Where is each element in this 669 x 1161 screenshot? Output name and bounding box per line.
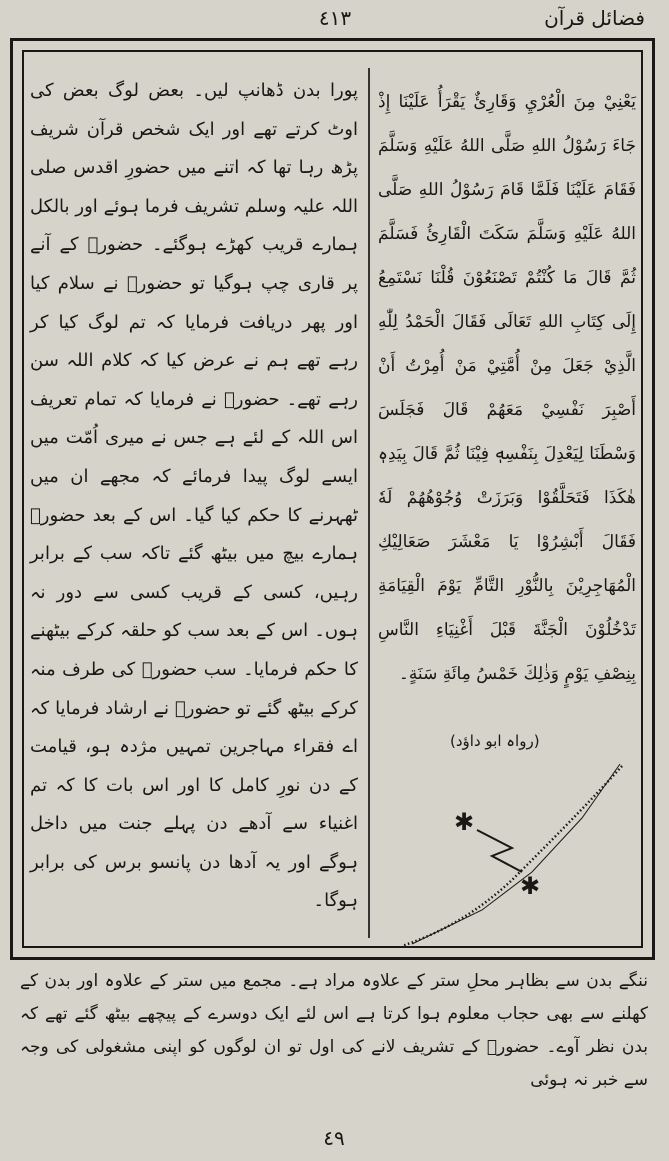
header-page-number: ٤١٣: [318, 6, 352, 30]
decorative-ornament: [382, 760, 632, 950]
arabic-hadith-text: يَعْنِيْ مِنَ الْعُرْيِ وَقَارِئٌ يَقْرَأُ عَلَيْنَا إِذْ جَاءَ رَسُوْلُ اللهِ صَلَّى اللهُ عَلَيْهِ وَسَلَّمَ فَقَامَ عَلَيْنَا فَلَمَّا قَامَ رَسُوْلُ اللهِ صَلَّى اللهُ عَلَيْهِ وَسَلَّمَ سَكَتَ الْقَارِئُ فَسَلَّمَ ثُمَّ قَالَ مَا كُنْتُمْ تَصْنَعُوْنَ قُلْنَا نَسْتَمِعُ إِلَى كِتَابِ اللهِ تَعَالَى فَقَالَ الْحَمْدُ لِلّٰهِ الَّذِيْ جَعَلَ مِنْ أُمَّتِيْ مَنْ أُمِرْتُ أَنْ أَصْبِرَ نَفْسِيْ مَعَهُمْ قَالَ فَجَلَسَ وَسْطَنَا لِيَعْدِلَ بِنَفْسِهٖ فِيْنَا ثُمَّ قَالَ بِيَدِهٖ هٰكَذَا فَتَحَلَّقُوْا وَبَرَزَتْ وُجُوْهُهُمْ لَهٗ فَقَالَ أَبْشِرُوْا يَا مَعْشَرَ صَعَالِيْكِ الْمُهَاجِرِيْنَ بِالنُّوْرِ التَّامِّ يَوْمَ الْقِيَامَةِ تَدْخُلُوْنَ الْجَنَّةَ قَبْلَ أَغْنِيَاءِ النَّاسِ بِنِصْفِ يَوْمٍ وَذٰلِكَ خَمْسُ مِائَةِ سَنَةٍ۔: [378, 92, 636, 684]
footnote-text: ننگے بدن سے بظاہر محلِ ستر کے علاوہ مراد ہے۔ مجمع میں ستر کے علاوہ اور بدن کے کھلنے سے بھی حجاب معلوم ہوا کرتا ہے اس لئے ایک دوسرے کے پیچھے بیٹھ گئے تھے کہ بدن نظر آوے۔ حضورؐ کے تشریف لانے کی اول تو ان لوگوں کو اپنی مشغولی کی وجہ سے خبر نہ ہوئی: [20, 971, 648, 1090]
footnote: [20, 965, 648, 1097]
urdu-translation-text: پورا بدن ڈھانپ لیں۔ بعض لوگ بعض کی اوٹ کرتے تھے اور ایک شخص قرآن شریف پڑھ رہا تھا کہ اتنے میں حضورِ اقدس صلی اللہ علیہ وسلم تشریف فرما ہوئے اور بالکل ہمارے قریب کھڑے ہوگئے۔ حضورؐ کے آنے پر قاری چپ ہوگیا تو حضورؐ نے سلام کیا اور پھر دریافت فرمایا کہ تم لوگ کیا کر رہے تھے ہم نے عرض کیا کہ کلام اللہ سن رہے تھے۔ حضورؐ نے فرمایا کہ تمام تعریف اس اللہ کے لئے ہے جس نے میری اُمّت میں ایسے لوگ پیدا فرمائے کہ مجھے ان میں ٹھہرنے کا حکم کیا گیا۔ اس کے بعد حضورؐ ہمارے بیچ میں بیٹھ گئے تاکہ سب کے برابر رہیں، کسی کے قریب کسی سے دور نہ ہوں۔ اس کے بعد سب کو حلقہ کرکے بیٹھنے کا حکم فرمایا۔ سب حضورؐ کی طرف منہ کرکے بیٹھ گئے تو حضورؐ نے ارشاد فرمایا کہ اے فقراء مہاجرین تمہیں مژدہ ہو، قیامت کے دن نورِ کامل کا اور اس بات کا کہ تم اغنیاء سے آدھے دن پہلے جنت میں داخل ہوگے اور یہ آدھا دن پانسو برس کی برابر ہوگا۔: [30, 80, 358, 912]
hadith-reference: (رواہ ابو داؤد): [450, 732, 540, 750]
footer-page-number: ٤٩: [323, 1126, 345, 1150]
ornament-star-upper: ✱: [454, 808, 475, 836]
urdu-translation-column: [30, 72, 358, 921]
ornament-star-lower: ✱: [520, 872, 541, 900]
running-header-title: فضائل قرآن: [544, 6, 645, 30]
arabic-hadith-column: [378, 80, 636, 696]
column-divider: [368, 68, 370, 938]
